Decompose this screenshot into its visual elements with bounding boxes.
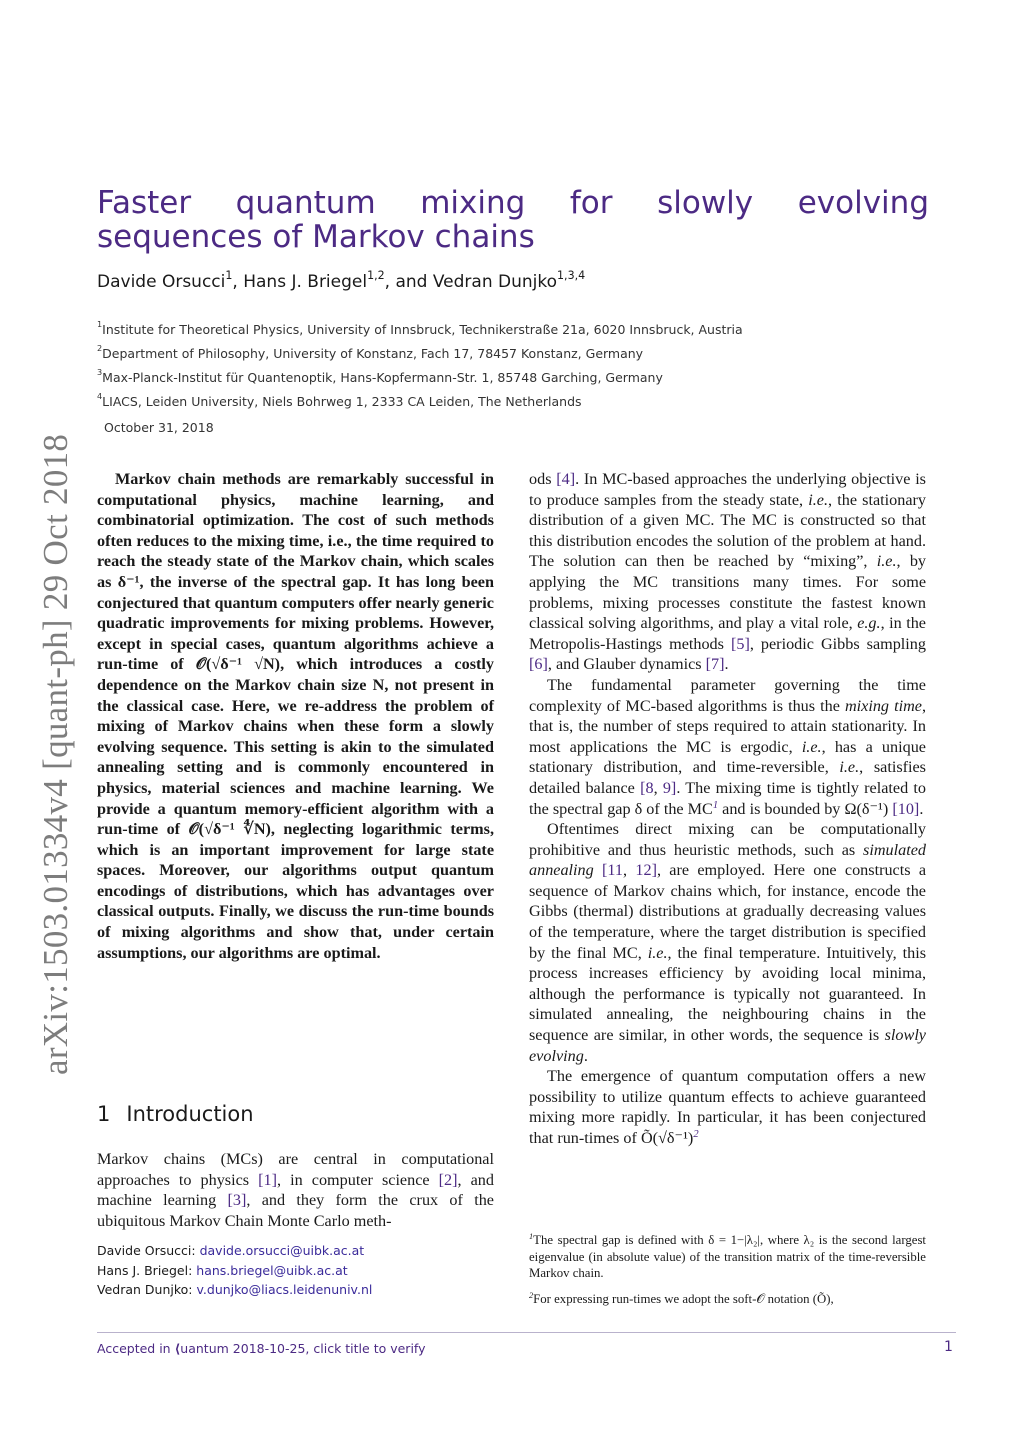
email-owner: Hans J. Briegel:	[97, 1262, 197, 1278]
text-run: , are employed. Here one constructs a sequence of Markov chains which, for instance, encode the Gibbs (thermal) distributions at gradually decreasing values of the temperature, where the target distribution is specified by the final MC,	[529, 861, 927, 962]
right-column	[529, 469, 926, 1149]
emphasis: simulated annealing	[529, 840, 926, 880]
text-run: , satisfies detailed balance	[529, 758, 926, 797]
text-run: .	[724, 655, 729, 674]
emphasis: mixing time	[844, 696, 922, 715]
text-run: The emergence of quantum computation offers a new possibility to utilize quantum effects to achieve guaranteed mixing more rapidly. In particular, it has been conjectured that run-times of	[529, 1067, 926, 1147]
text-run: The fundamental parameter governing the time complexity of MC-based algorithms is thus the	[529, 675, 926, 715]
author-emails	[97, 1243, 372, 1302]
citation-link[interactable]: [6]	[529, 655, 548, 674]
footer-acceptance-link[interactable]	[97, 1341, 426, 1356]
citation-link[interactable]: [11	[602, 861, 624, 880]
text-run: and is bounded by Ω(δ⁻¹)	[718, 799, 893, 818]
affiliation-item	[97, 319, 743, 346]
body-paragraph	[529, 819, 926, 1066]
text-run: . The mixing time is tightly related to the spectral gap δ of the MC	[529, 778, 926, 818]
footnote	[529, 1232, 926, 1282]
text-run: , and they form the crux of the ubiquitous Markov Chain Monte Carlo meth-	[97, 1191, 494, 1230]
text-run: , in the Metropolis-Hastings methods	[529, 614, 926, 653]
affiliation-item	[97, 367, 743, 394]
email-row	[97, 1263, 372, 1283]
body-paragraph	[529, 1066, 926, 1148]
affiliation-text: Department of Philosophy, University of Konstanz, Fach 17, 78457 Konstanz, Germany	[102, 346, 644, 361]
email-row	[97, 1243, 372, 1263]
email-link[interactable]: v.dunjko@liacs.leidenuniv.nl	[196, 1282, 373, 1297]
paper-title[interactable]: Faster quantum mixing for slowly evolving sequences of Markov chains	[97, 185, 929, 255]
affiliation-number: 3	[97, 367, 103, 377]
abstract: Markov chain methods are remarkably successful in computational physics, machine learning, and combinatorial optimization. The cost of such methods often reduces to the mixing time, i.e., the time required to reach the steady state of the Markov chain, which scales as δ⁻¹, the inverse of the spectral gap. It has long been conjectured that quantum computers offer nearly generic quadratic improvements for mixing problems. However, except in special cases, quantum algorithms achieve a run-time of 𝒪(√δ⁻¹ √N), which introduces a costly dependence on the Markov chain size N, not present in the classical case. Here, we re-address the problem of mixing of Markov chains when these form a slowly evolving sequence. This setting is akin to the simulated annealing setting and is commonly encountered in physics, material sciences and machine learning. We provide a quantum memory-efficient algorithm with a run-time of 𝒪(√δ⁻¹ ∜N), neglecting logarithmic terms, which is an important improvement for large state spaces. Moreover, our algorithms output quantum encodings of distributions, which has advantages over classical outputs. Finally, we discuss the run-time bounds of mixing algorithms and show that, under certain assumptions, our algorithms are optimal.	[97, 470, 494, 962]
author-name: Davide Orsucci	[97, 272, 226, 292]
arxiv-identifier-stamp: arXiv:1503.01334v4 [quant-ph] 29 Oct 2018	[36, 433, 75, 1075]
footnote-number: 1	[529, 1232, 534, 1241]
text-run: , in computer science	[277, 1170, 439, 1189]
text-run	[594, 861, 602, 879]
email-link[interactable]: davide.orsucci@uibk.ac.at	[199, 1243, 365, 1258]
emphasis: e.g.	[857, 614, 881, 633]
footnote-text: The spectral gap is defined with δ = 1−|λ₂|, where λ₂ is the second largest eigenvalue (in absolute value) of the transition matrix of the time-reversible Markov chain.	[529, 1233, 926, 1280]
citation-link[interactable]: [8	[640, 778, 654, 797]
author-separator: ,	[232, 272, 244, 292]
journal-name: uantum	[180, 1341, 229, 1356]
section-number: 1	[97, 1102, 111, 1126]
publication-date: October 31, 2018	[104, 420, 214, 435]
citation-link[interactable]: [7]	[705, 655, 725, 674]
math-expression: Õ(√δ⁻¹)	[640, 1129, 694, 1147]
text-run: , by applying the MC transitions many times. For some problems, mixing processes constitute the fastest known classical solving algorithms, and play a vital role,	[529, 552, 926, 633]
text-run: . In MC-based approaches the underlying objective is to produce samples from the steady state,	[529, 470, 926, 509]
citation-link[interactable]: 9]	[662, 778, 677, 797]
quantum-logo-mark: ⟨	[174, 1341, 181, 1356]
citation-link[interactable]: [4]	[556, 470, 576, 488]
text-run: .	[919, 799, 924, 818]
text-run: .	[583, 1046, 588, 1065]
author-name: Hans J. Briegel	[243, 272, 368, 292]
affiliation-number: 1	[97, 319, 103, 329]
text-run: , has a unique stationary distribution, and time-reversible,	[529, 737, 926, 777]
affiliation-item	[97, 391, 743, 418]
emphasis: i.e.	[876, 552, 897, 571]
footnote	[529, 1291, 926, 1308]
affiliation-text: Institute for Theoretical Physics, University of Innsbruck, Technikerstraße 21a, 6020 Innsbruck, Austria	[102, 322, 743, 337]
email-owner: Vedran Dunjko:	[97, 1282, 197, 1297]
footnote-text: For expressing run-times we adopt the soft-𝒪 notation (Õ),	[533, 1291, 834, 1306]
body-paragraph	[529, 469, 926, 675]
footnote-number: 2	[529, 1290, 534, 1300]
footer-text: 2018-10-25, click title to verify	[228, 1341, 426, 1356]
citation-link[interactable]: [2]	[438, 1170, 458, 1189]
emphasis: i.e.	[647, 943, 668, 962]
intro-paragraph	[97, 1149, 494, 1231]
affiliation-number: 2	[97, 343, 103, 353]
citation-link[interactable]: [10]	[892, 799, 920, 818]
emphasis: i.e.	[808, 490, 829, 509]
author-list	[97, 269, 586, 292]
email-row	[97, 1282, 372, 1302]
author-separator: , and	[384, 272, 433, 292]
author-affiliation-mark: 1	[225, 269, 233, 282]
text-run: , periodic Gibbs sampling	[749, 634, 926, 653]
text-run: , and Glauber dynamics	[547, 655, 706, 674]
citation-link[interactable]: 12]	[635, 861, 657, 880]
body-paragraph	[529, 675, 926, 819]
section-heading-introduction	[97, 1102, 254, 1126]
text-run: ods	[529, 470, 557, 488]
text-run: Oftentimes direct mixing can be computationally prohibitive and thus heuristic methods, such as	[529, 820, 926, 859]
email-link[interactable]: hans.briegel@uibk.ac.at	[196, 1262, 348, 1278]
text-run: , the stationary distribution of a given MC. The MC is constructed so that this distribution encodes the solution of the problem at hand. The solution can then be reached by “mixing”,	[529, 490, 927, 571]
emphasis: i.e.	[801, 737, 822, 756]
citation-link[interactable]: [3]	[227, 1191, 247, 1210]
email-owner: Davide Orsucci:	[97, 1243, 200, 1258]
citation-link[interactable]: [5]	[730, 634, 750, 653]
affiliation-number: 4	[97, 391, 103, 401]
text-run: ,	[623, 861, 636, 880]
text-run: , that is, the number of steps required to attain stationarity. In most applications the MC is ergodic,	[529, 696, 927, 756]
text-run: , and machine learning	[97, 1170, 494, 1210]
emphasis: i.e.	[839, 758, 860, 777]
page-number: 1	[944, 1339, 953, 1355]
footer-divider	[97, 1332, 956, 1333]
footnotes	[529, 1232, 926, 1316]
author-name: Vedran Dunjko	[432, 272, 558, 292]
author-affiliation-mark: 1,2	[367, 269, 385, 282]
text-run: ,	[653, 778, 663, 797]
citation-link[interactable]: [1]	[258, 1170, 278, 1189]
affiliation-list	[97, 319, 743, 418]
footer-text: Accepted in	[97, 1341, 175, 1356]
author-affiliation-mark: 1,3,4	[557, 269, 586, 282]
affiliation-text: LIACS, Leiden University, Niels Bohrweg 1, 2333 CA Leiden, The Netherlands	[102, 394, 582, 409]
affiliation-item	[97, 343, 743, 370]
emphasis: slowly evolving	[529, 1026, 926, 1065]
text-run: , the final temperature. Intuitively, this process increases efficiency by avoiding local minima, although the performance is typically not guaranteed. In simulated annealing, the neighbouring chains in the sequence are similar, in other words, the sequence is	[529, 943, 926, 1045]
section-title: Introduction	[126, 1102, 254, 1126]
text-run: Markov chains (MCs) are central in computational approaches to physics	[97, 1150, 494, 1189]
footnote-mark[interactable]: 1	[712, 799, 719, 811]
affiliation-text: Max-Planck-Institut für Quantenoptik, Hans-Kopfermann-Str. 1, 85748 Garching, Germany	[102, 370, 663, 385]
footnote-mark[interactable]: 2	[693, 1129, 699, 1140]
